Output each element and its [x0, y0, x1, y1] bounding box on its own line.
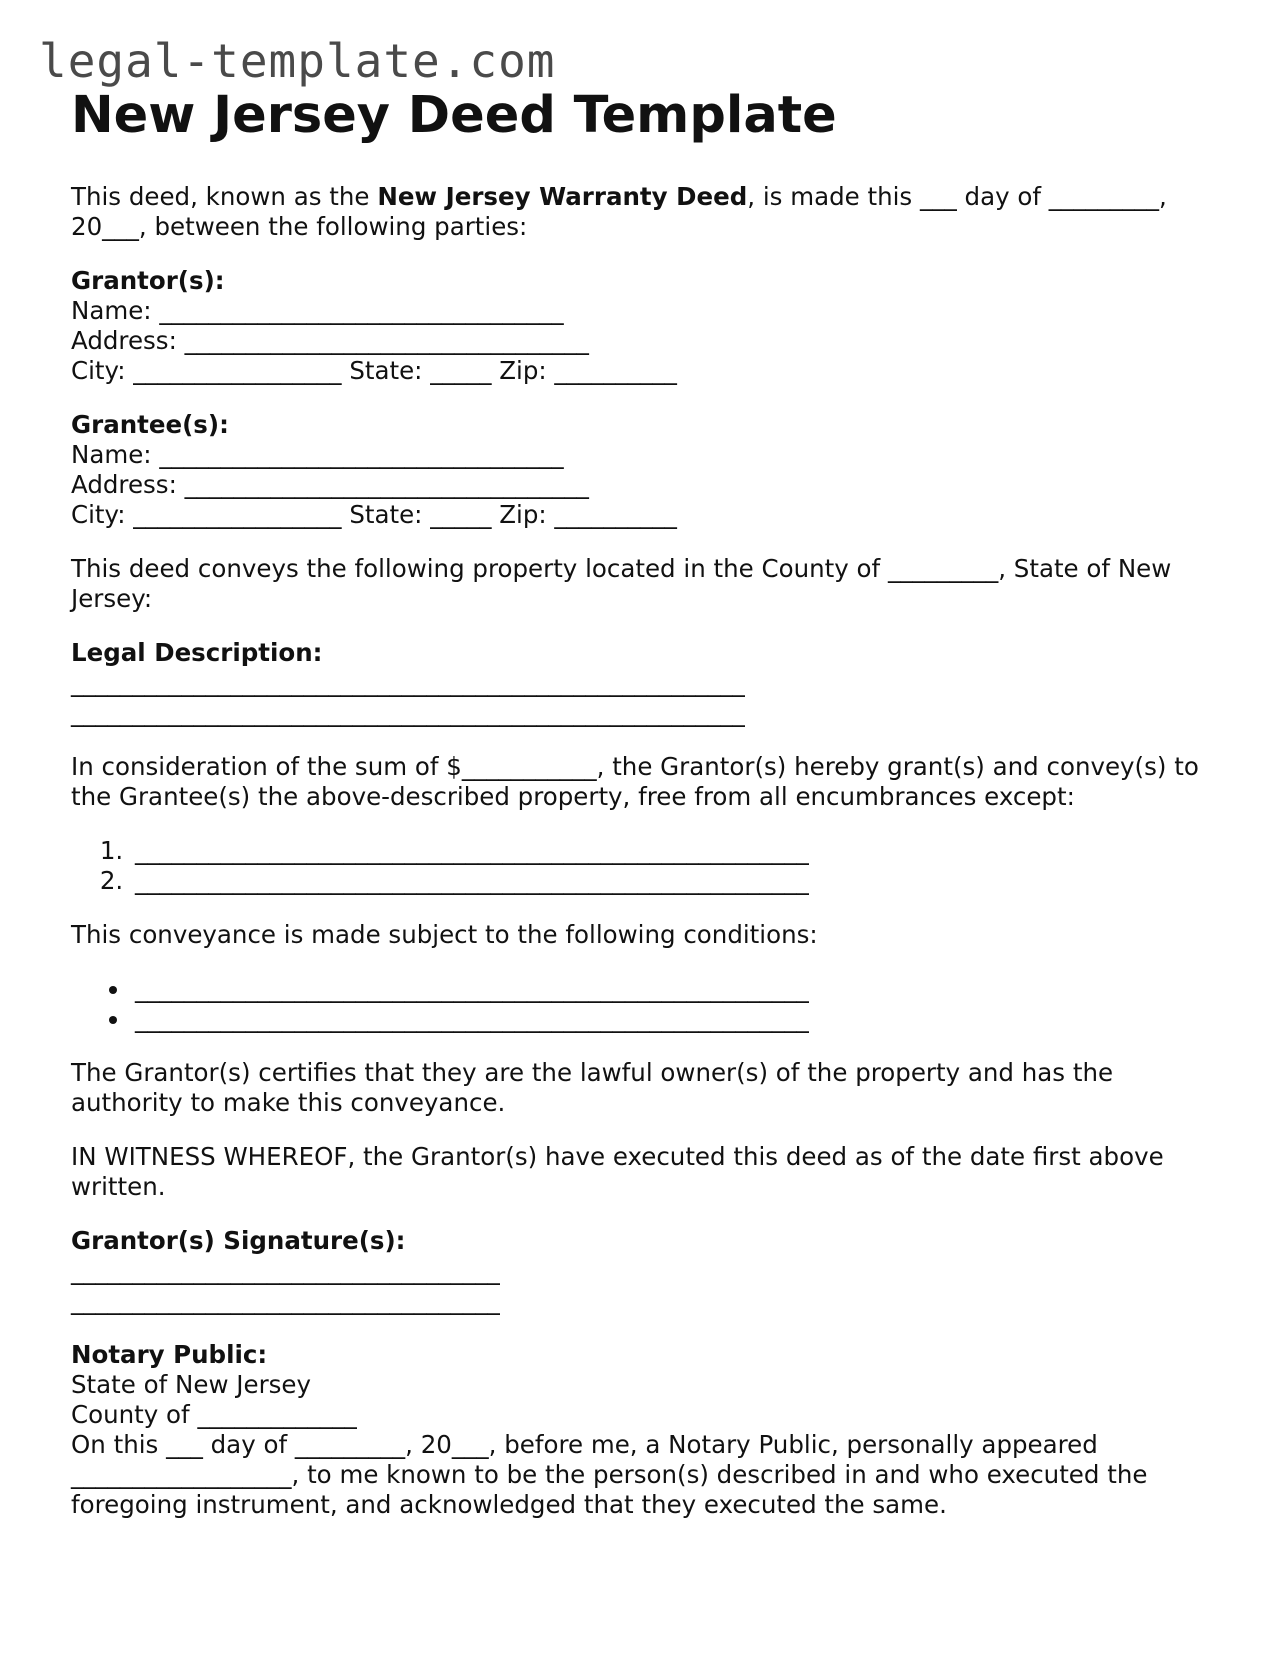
- notary-state: State of New Jersey: [71, 1370, 311, 1399]
- signature-section: [71, 1226, 1221, 1316]
- watermark: legal-template.com: [39, 34, 556, 88]
- conditions-list: [71, 974, 1221, 1034]
- grantee-name-field: Name: _________________________________: [71, 440, 564, 469]
- grantee-heading: Grantee(s):: [71, 410, 229, 439]
- condition-item: • _______________________________________________________: [131, 1004, 1221, 1034]
- page-title: New Jersey Deed Template: [71, 86, 837, 145]
- notary-heading: Notary Public:: [71, 1340, 268, 1369]
- notary-section: [71, 1340, 1221, 1520]
- exceptions-list: [71, 836, 1221, 896]
- intro-paragraph: [71, 182, 1221, 242]
- grantor-section: [71, 266, 1221, 386]
- deed-body: [71, 182, 1221, 1544]
- legal-description-heading: Legal Description:: [71, 638, 323, 667]
- signature-line: ___________________________________: [71, 1286, 500, 1315]
- consideration-paragraph: In consideration of the sum of $___________, the Grantor(s) hereby grant(s) and convey(s) to the Grantee(s) the above-described property, free from all encumbrances except:: [71, 752, 1199, 811]
- grantor-heading: Grantor(s):: [71, 266, 225, 295]
- exception-item: 2. _______________________________________________________: [131, 866, 1221, 896]
- grantor-name-field: Name: _________________________________: [71, 296, 564, 325]
- legal-description-line: _______________________________________________________: [71, 668, 745, 697]
- grantor-address-field: Address: _________________________________: [71, 326, 589, 355]
- grantee-address-field: Address: _________________________________: [71, 470, 589, 499]
- exception-item: 1. _______________________________________________________: [131, 836, 1221, 866]
- legal-description-section: [71, 638, 1221, 728]
- notary-statement: On this ___ day of _________, 20___, before me, a Notary Public, personally appeared __________________, to me known to be the person(s) described in and who executed the foregoing instrument, and acknowledged that they executed the same.: [71, 1430, 1148, 1519]
- deed-name: New Jersey Warranty Deed: [377, 182, 748, 211]
- legal-description-line: _______________________________________________________: [71, 698, 745, 727]
- conditions-paragraph: This conveyance is made subject to the following conditions:: [71, 920, 818, 949]
- grantee-section: [71, 410, 1221, 530]
- intro-prefix: This deed, known as the: [71, 182, 378, 211]
- intro-suffix: , is made this ___ day of _________, 20___, between the following parties:: [71, 182, 1167, 241]
- witness-paragraph: IN WITNESS WHEREOF, the Grantor(s) have executed this deed as of the date first above written.: [71, 1142, 1164, 1201]
- grantor-city-state-zip-field: City: _________________ State: _____ Zip: __________: [71, 356, 677, 385]
- notary-county: County of _____________: [71, 1400, 357, 1429]
- signature-heading: Grantor(s) Signature(s):: [71, 1226, 406, 1255]
- condition-item: • _______________________________________________________: [131, 974, 1221, 1004]
- certification-paragraph: The Grantor(s) certifies that they are the lawful owner(s) of the property and has the authority to make this conveyance.: [71, 1058, 1114, 1117]
- grantee-city-state-zip-field: City: _________________ State: _____ Zip: __________: [71, 500, 677, 529]
- property-paragraph: This deed conveys the following property located in the County of _________, State of New Jersey:: [71, 554, 1172, 613]
- signature-line: ___________________________________: [71, 1256, 500, 1285]
